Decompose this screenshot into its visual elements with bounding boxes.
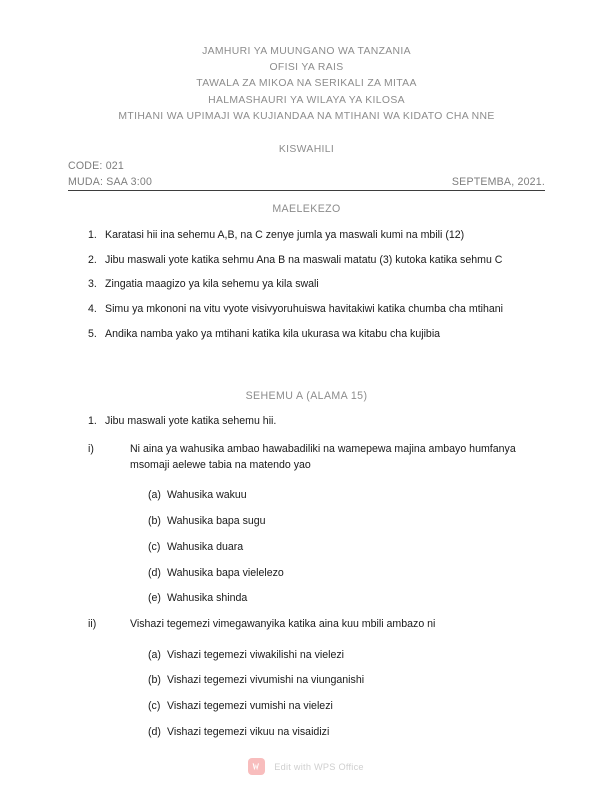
instructions-heading: MAELEKEZO — [272, 203, 341, 215]
meta-row-duration — [68, 174, 545, 190]
instructions-list — [68, 228, 545, 352]
meta-row-code — [68, 158, 545, 174]
instruction-item — [68, 302, 545, 317]
option-text: Vishazi tegemezi viwakilishi na vielezi — [167, 648, 345, 661]
header-line-5: MTIHANI WA UPIMAJI WA KUJIANDAA NA MTIHANI WA KIDATO CHA NNE — [118, 110, 495, 122]
instruction-number: 1. — [88, 229, 97, 241]
header-line-1: JAMHURI YA MUUNGANO WA TANZANIA — [202, 46, 411, 57]
option-marker: (c) — [148, 540, 161, 553]
option-item[interactable] — [68, 540, 545, 555]
wps-office-watermark[interactable] — [0, 758, 612, 775]
subject-title: KISWAHILI — [278, 144, 335, 155]
option-marker: (b) — [148, 515, 161, 528]
question-ii-text: Vishazi tegemezi vimegawanyika katika aina kuu mbili ambazo ni — [130, 617, 436, 630]
option-item[interactable] — [68, 648, 545, 663]
option-marker: (d) — [148, 725, 161, 738]
question-i — [68, 442, 545, 473]
option-text: Wahusika duara — [167, 540, 244, 553]
question-i-text: Ni aina ya wahusika ambao hawabadiliki na wamepewa majina ambayo humfanya msomaji aelewe tabia na matendo yao — [130, 443, 516, 471]
option-item[interactable] — [68, 591, 545, 606]
header-line-3: TAWALA ZA MIKOA NA SERIKALI ZA MITAA — [196, 78, 417, 90]
spacer — [68, 641, 545, 648]
instruction-number: 2. — [88, 253, 97, 266]
option-item[interactable] — [68, 673, 545, 688]
option-text: Vishazi tegemezi vumishi na vielezi — [167, 699, 333, 712]
exam-meta — [68, 158, 545, 190]
question-i-marker: i) — [88, 443, 94, 456]
header-line-2: OFISI YA RAIS — [269, 62, 344, 74]
option-item[interactable] — [68, 514, 545, 529]
option-item[interactable] — [68, 488, 545, 503]
instruction-text: Zingatia maagizo ya kila sehemu ya kila swali — [105, 278, 319, 291]
section-a-instruction-number: 1. — [88, 415, 97, 427]
option-marker: (a) — [148, 489, 161, 502]
section-a-instruction — [68, 414, 545, 429]
option-item[interactable] — [68, 725, 545, 740]
option-marker: (a) — [148, 648, 161, 661]
option-text: Vishazi tegemezi vikuu na visaidizi — [167, 725, 330, 738]
option-item[interactable] — [68, 699, 545, 714]
option-text: Wahusika wakuu — [167, 489, 247, 502]
spacer — [68, 481, 545, 488]
instruction-number: 4. — [88, 303, 97, 316]
option-marker: (d) — [148, 566, 161, 579]
question-ii-options — [68, 648, 545, 740]
option-item[interactable] — [68, 566, 545, 581]
instruction-number: 5. — [88, 327, 97, 340]
section-a-instruction-text: Jibu maswali yote katika sehemu hii. — [105, 415, 277, 427]
instruction-text: Andika namba yako ya mtihani katika kila ukurasa wa kitabu cha kujibia — [105, 327, 441, 340]
question-ii — [68, 617, 545, 633]
instruction-text: Simu ya mkononi na vitu vyote visivyoruhuiswa havitakiwi katika chumba cha mtihani — [105, 303, 504, 316]
header-line-4: HALMASHAURI YA WILAYA YA KILOSA — [208, 94, 405, 106]
wps-watermark-label: Edit with WPS Office — [274, 761, 364, 772]
instruction-item — [68, 253, 545, 268]
instruction-item — [68, 327, 545, 342]
question-i-options — [68, 488, 545, 606]
instruction-text: Jibu maswali yote katika sehmu Ana B na maswali matatu (3) kutoka katika sehmu C — [105, 253, 503, 266]
exam-code: CODE: 021 — [68, 160, 124, 172]
instruction-number: 3. — [88, 278, 97, 291]
option-marker: (c) — [148, 699, 161, 712]
question-ii-marker: ii) — [88, 617, 97, 630]
document-header — [68, 44, 545, 125]
wps-office-logo-icon — [248, 758, 265, 775]
option-text: Wahusika shinda — [167, 592, 248, 605]
exam-date: SEPTEMBA, 2021. — [451, 176, 545, 188]
instruction-text: Karatasi hii ina sehemu A,B, na C zenye jumla ya maswali kumi na mbili (12) — [105, 229, 465, 241]
option-text: Wahusika bapa vielelezo — [167, 566, 284, 579]
exam-duration: MUDA: SAA 3:00 — [68, 176, 153, 188]
option-marker: (e) — [148, 592, 161, 605]
option-marker: (b) — [148, 674, 161, 687]
section-a-body — [68, 414, 545, 750]
option-text: Wahusika bapa sugu — [167, 515, 266, 528]
horizontal-rule — [68, 190, 545, 191]
section-a-heading: SEHEMU A (ALAMA 15) — [245, 390, 368, 402]
option-text: Vishazi tegemezi vivumishi na viunganishi — [167, 674, 365, 687]
instruction-item — [68, 228, 545, 243]
instruction-item — [68, 277, 545, 292]
